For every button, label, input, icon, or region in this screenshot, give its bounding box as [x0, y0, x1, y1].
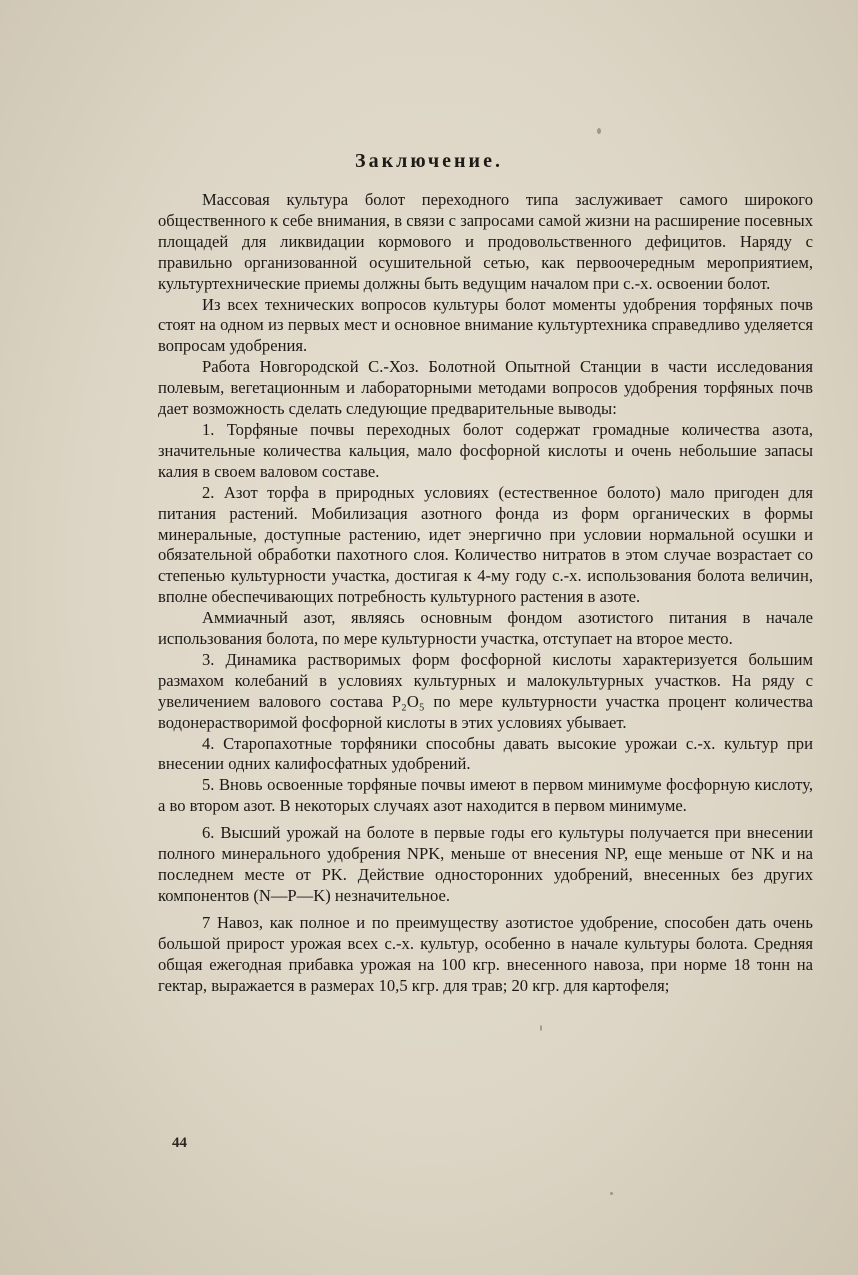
- paragraph: Работа Новгородской С.-Хоз. Болотной Опытной Станции в части исследования полевым, вегетационным и лабораторными методами вопросов удобрения торфяных почв дает возможность сделать следующие предварительные выводы:: [158, 357, 813, 419]
- paragraph: Аммиачный азот, являясь основным фондом азотистого питания в начале использования болота, по мере культурности участка, отступает на второе место.: [158, 608, 813, 649]
- paragraph: 1. Торфяные почвы переходных болот содержат громадные количества азота, значительные количества кальция, мало фосфорной кислоты и очень небольшие запасы калия в своем валовом составе.: [158, 419, 813, 481]
- body-text: [158, 190, 813, 996]
- paragraph: 5. Вновь освоенные торфяные почвы имеют в первом минимуме фосфорную кислоту, а во втором азот. В некоторых случаях азот находится в первом минимуме.: [158, 775, 813, 816]
- paragraph: Из всех технических вопросов культуры болот моменты удобрения торфяных почв стоят на одном из первых мест и основное внимание культуртехника справедливо уделяется вопросам удобрения.: [158, 294, 813, 356]
- paragraph: 2. Азот торфа в природных условиях (естественное болото) мало пригоден для питания растений. Мобилизация азотного фонда из форм органических в формы минеральные, доступные растению, идет энергично при условии нормальной осушки и обязательной обработки пахотного слоя. Количество нитратов в этом случае возрастает со степенью культурности участка, достигая к 4-му году с.-х. использования болота величин, вполне обеспечивающих потребность культурного растения в азоте.: [158, 482, 813, 607]
- paper-speck: [540, 1025, 542, 1031]
- paper-speck: [610, 1192, 613, 1195]
- paragraph: 7 Навоз, как полное и по преимуществу азотистое удобрение, способен дать очень большой прирост урожая всех с.-х. культур, особенно в начале культуры болота. Средняя общая ежегодная прибавка урожая на 100 кгр. внесенного навоза, при норме 18 тонн на гектар, выражается в размерах 10,5 кгр. для трав; 20 кгр. для картофеля;: [158, 912, 813, 995]
- paper-speck: [597, 128, 601, 134]
- paragraph: 3. Динамика растворимых форм фосфорной кислоты характеризуется большим размахом колебаний в условиях культурных и малокультурных участков. На ряду с увеличением валового состава P₂O₅ по мере культурности участка процент количества водонерастворимой фосфорной кислоты в этих условиях убывает.: [158, 649, 813, 732]
- paragraph: 4. Старопахотные торфяники способны давать высокие урожаи с.-х. культур при внесении одних калифосфатных удобрений.: [158, 733, 813, 774]
- section-title: Заключение.: [355, 150, 503, 172]
- page-number: 44: [172, 1135, 187, 1151]
- paragraph: 6. Высший урожай на болоте в первые годы его культуры получается при внесении полного минерального удобрения NPK, меньше от внесения NP, еще меньше от NK и на последнем месте от PK. Действие односторонних удобрений, внесенных без других компонентов (N—P—K) незначительное.: [158, 823, 813, 905]
- paragraph: Массовая культура болот переходного типа заслуживает самого широкого общественного к себе внимания, в связи с запросами самой жизни на расширение посевных площадей для ликвидации кормового и продовольственного дефицитов. Наряду с правильно организованной осушительной сетью, как первоочередным мероприятием, культуртехнические приемы должны быть ведущим началом при с.-х. освоении болот.: [158, 190, 813, 293]
